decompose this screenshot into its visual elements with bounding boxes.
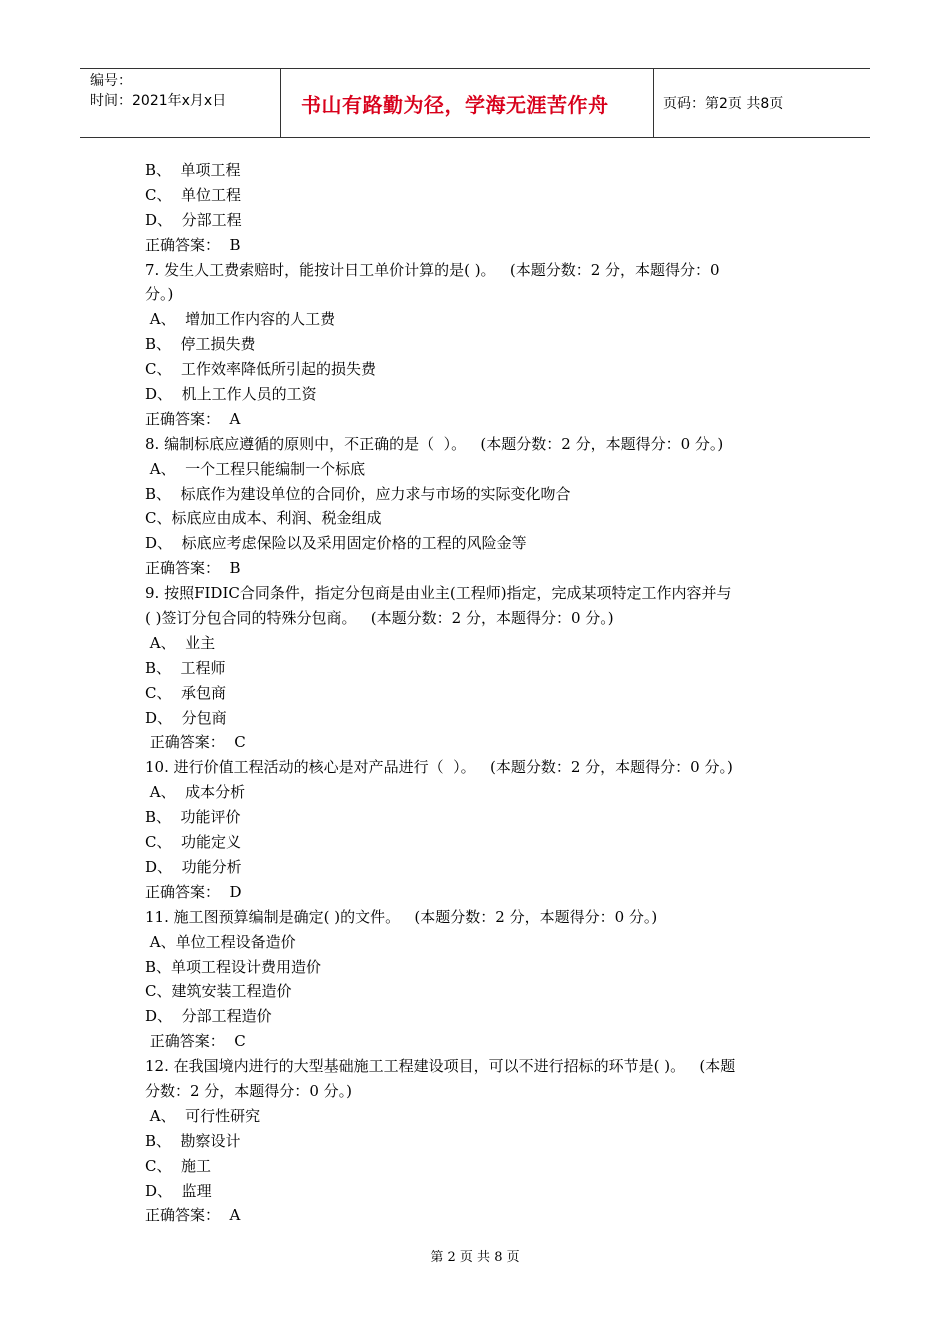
- text-line: C、 功能定义: [145, 833, 242, 852]
- text-line: A、 成本分析: [145, 783, 246, 802]
- header-info-cell: [80, 69, 281, 137]
- document-number-label: 编号：: [90, 73, 132, 89]
- text-line: C、 施工: [145, 1156, 212, 1175]
- text-line: 分。): [145, 285, 174, 304]
- text-line: 12. 在我国境内进行的大型基础施工工程建设项目，可以不进行招标的环节是( )。 (本题: [145, 1057, 736, 1076]
- text-line: 11. 施工图预算编制是确定( )的文件。 (本题分数：2 分，本题得分：0 分。): [145, 907, 658, 926]
- text-line: A、 可行性研究: [145, 1106, 261, 1125]
- text-line: C、 承包商: [145, 683, 227, 702]
- text-line: A、 一个工程只能编制一个标底: [145, 459, 366, 478]
- text-line: B、 功能评价: [145, 808, 241, 827]
- page-header: [80, 68, 870, 138]
- text-line: 正确答案： A: [145, 1206, 241, 1225]
- text-line: D、 机上工作人员的工资: [145, 385, 317, 404]
- text-line: A、 增加工作内容的人工费: [145, 310, 336, 329]
- text-line: C、建筑安装工程造价: [145, 982, 292, 1001]
- document-time-label: 时间：2021年x月x日: [90, 93, 227, 109]
- text-line: A、 业主: [145, 633, 216, 652]
- text-line: 正确答案： D: [145, 882, 242, 901]
- exam-questions-body: [145, 158, 810, 1228]
- text-line: 10. 进行价值工程活动的核心是对产品进行（ ）。 (本题分数：2 分，本题得分：0 分。): [145, 758, 733, 777]
- text-line: C、 单位工程: [145, 185, 242, 204]
- text-line: 正确答案： A: [145, 409, 241, 428]
- text-line: 正确答案： B: [145, 235, 241, 254]
- header-motto: 书山有路勤为径，学海无涯苦作舟: [281, 69, 654, 137]
- text-line: 正确答案： B: [145, 559, 241, 578]
- text-line: D、 分包商: [145, 708, 227, 727]
- text-line: 7. 发生人工费索赔时，能按计日工单价计算的是( )。 (本题分数：2 分，本题得分：0: [145, 260, 720, 279]
- text-line: D、 功能分析: [145, 857, 242, 876]
- page-footer: 第 2 页 共 8 页: [430, 1250, 520, 1265]
- text-line: D、 监理: [145, 1181, 212, 1200]
- header-page-number: 页码：第2页 共8页: [663, 96, 784, 112]
- text-line: B、 工程师: [145, 658, 226, 677]
- text-line: A、单位工程设备造价: [145, 932, 296, 951]
- text-line: 9. 按照FIDIC合同条件，指定分包商是由业主(工程师)指定，完成某项特定工作内容并与: [145, 584, 732, 603]
- text-line: ( )签订分包合同的特殊分包商。 (本题分数：2 分，本题得分：0 分。): [145, 609, 614, 628]
- text-line: B、 停工损失费: [145, 335, 256, 354]
- text-line: C、标底应由成本、利润、税金组成: [145, 509, 382, 528]
- text-line: D、 分部工程造价: [145, 1007, 272, 1026]
- text-line: 8. 编制标底应遵循的原则中，不正确的是（ ）。 (本题分数：2 分，本题得分：0 分。): [145, 434, 724, 453]
- text-line: B、单项工程设计费用造价: [145, 957, 322, 976]
- text-line: B、 标底作为建设单位的合同价，应力求与市场的实际变化吻合: [145, 484, 571, 503]
- text-line: B、 勘察设计: [145, 1131, 241, 1150]
- text-line: D、 分部工程: [145, 210, 242, 229]
- text-line: 分数：2 分，本题得分：0 分。): [145, 1081, 352, 1100]
- text-line: C、 工作效率降低所引起的损失费: [145, 360, 377, 379]
- text-line: D、 标底应考虑保险以及采用固定价格的工程的风险金等: [145, 534, 527, 553]
- text-line: B、 单项工程: [145, 161, 241, 179]
- text-line: 正确答案： C: [145, 733, 246, 752]
- text-line: 正确答案： C: [145, 1032, 246, 1051]
